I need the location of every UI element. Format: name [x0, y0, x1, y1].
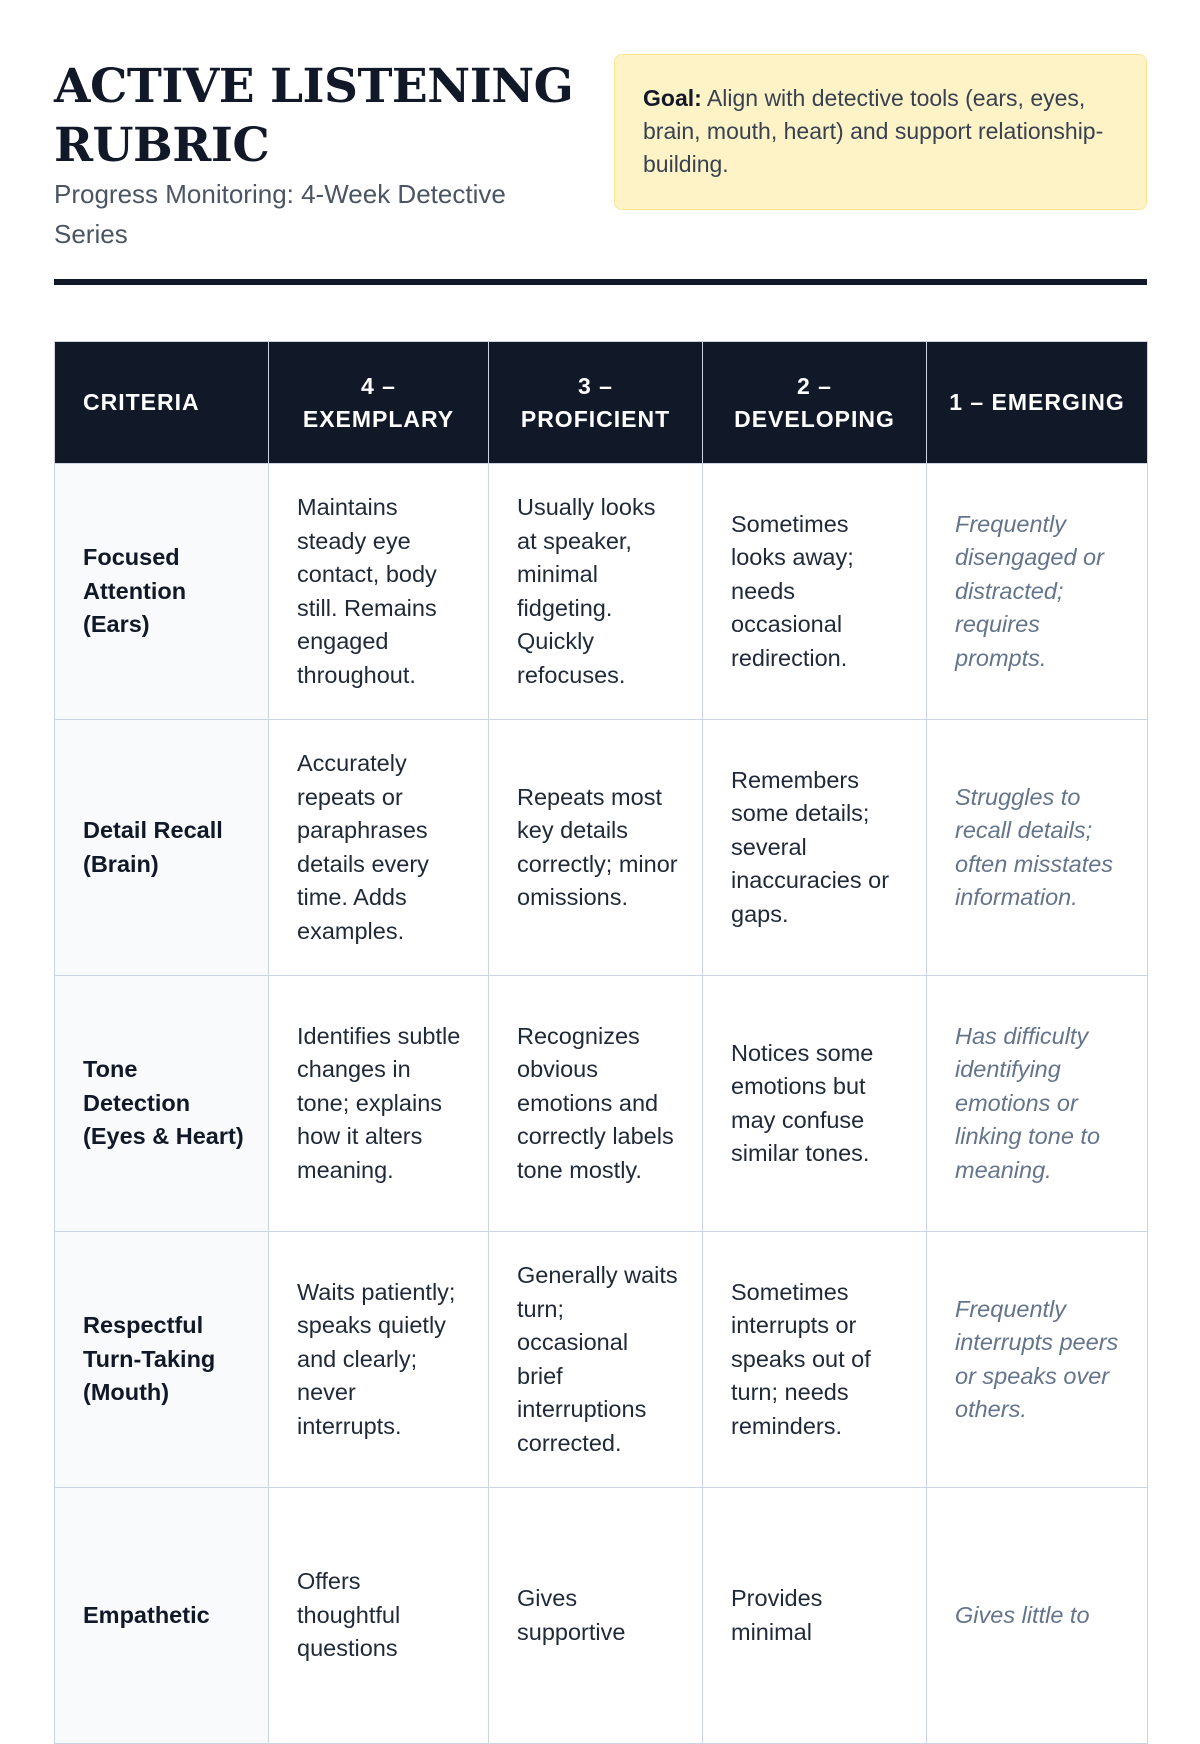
table-row: [55, 720, 1148, 976]
page-title: ACTIVE LISTENING RUBRIC: [54, 59, 574, 173]
header-row: [55, 342, 1148, 464]
table-row: [55, 1488, 1148, 1744]
rubric-body: [55, 464, 1148, 1744]
criteria-cell: Focused Attention (Ears): [55, 464, 269, 720]
criteria-cell: Empathetic: [55, 1488, 269, 1744]
developing-cell: Sometimes interrupts or speaks out of turn; needs reminders.: [703, 1232, 927, 1488]
criteria-cell: Respectful Turn-Taking (Mouth): [55, 1232, 269, 1488]
column-header-developing: 2 – DEVELOPING: [703, 342, 927, 464]
emerging-cell: Frequently interrupts peers or speaks over others.: [927, 1232, 1148, 1488]
table-row: [55, 976, 1148, 1232]
rubric-page: [54, 0, 1147, 1662]
emerging-cell: Has difficulty identifying emotions or linking tone to meaning.: [927, 976, 1148, 1232]
emerging-cell: Frequently disengaged or distracted; requires prompts.: [927, 464, 1148, 720]
column-header-criteria: CRITERIA: [55, 342, 269, 464]
developing-cell: Sometimes looks away; needs occasional redirection.: [703, 464, 927, 720]
column-header-exemplary: 4 – EXEMPLARY: [269, 342, 489, 464]
developing-cell: Notices some emotions but may confuse similar tones.: [703, 976, 927, 1232]
exemplary-cell: Accurately repeats or paraphrases details every time. Adds examples.: [269, 720, 489, 976]
goal-label: Goal:: [643, 85, 702, 111]
criteria-cell: Tone Detection (Eyes & Heart): [55, 976, 269, 1232]
header-divider: [54, 279, 1147, 285]
developing-cell: Provides minimal: [703, 1488, 927, 1744]
rubric-header: [55, 342, 1148, 464]
proficient-cell: Generally waits turn; occasional brief interruptions corrected.: [489, 1232, 703, 1488]
page-subtitle: Progress Monitoring: 4-Week Detective Series: [54, 179, 506, 249]
proficient-cell: Repeats most key details correctly; minor omissions.: [489, 720, 703, 976]
emerging-cell: Struggles to recall details; often misstates information.: [927, 720, 1148, 976]
developing-cell: Remembers some details; several inaccuracies or gaps.: [703, 720, 927, 976]
exemplary-cell: Maintains steady eye contact, body still. Remains engaged throughout.: [269, 464, 489, 720]
proficient-cell: Recognizes obvious emotions and correctly labels tone mostly.: [489, 976, 703, 1232]
exemplary-cell: Offers thoughtful questions: [269, 1488, 489, 1744]
goal-callout: [614, 54, 1147, 210]
criteria-cell: Detail Recall (Brain): [55, 720, 269, 976]
table-row: [55, 464, 1148, 720]
column-header-proficient: 3 – PROFICIENT: [489, 342, 703, 464]
column-header-emerging: 1 – EMERGING: [927, 342, 1148, 464]
exemplary-cell: Waits patiently; speaks quietly and clearly; never interrupts.: [269, 1232, 489, 1488]
exemplary-cell: Identifies subtle changes in tone; explains how it alters meaning.: [269, 976, 489, 1232]
rubric-table: [54, 341, 1148, 1744]
proficient-cell: Usually looks at speaker, minimal fidgeting. Quickly refocuses.: [489, 464, 703, 720]
page-header: [54, 0, 1147, 288]
table-row: [55, 1232, 1148, 1488]
goal-text: Align with detective tools (ears, eyes, brain, mouth, heart) and support relationship-building.: [643, 85, 1104, 177]
proficient-cell: Gives supportive: [489, 1488, 703, 1744]
emerging-cell: Gives little to: [927, 1488, 1148, 1744]
